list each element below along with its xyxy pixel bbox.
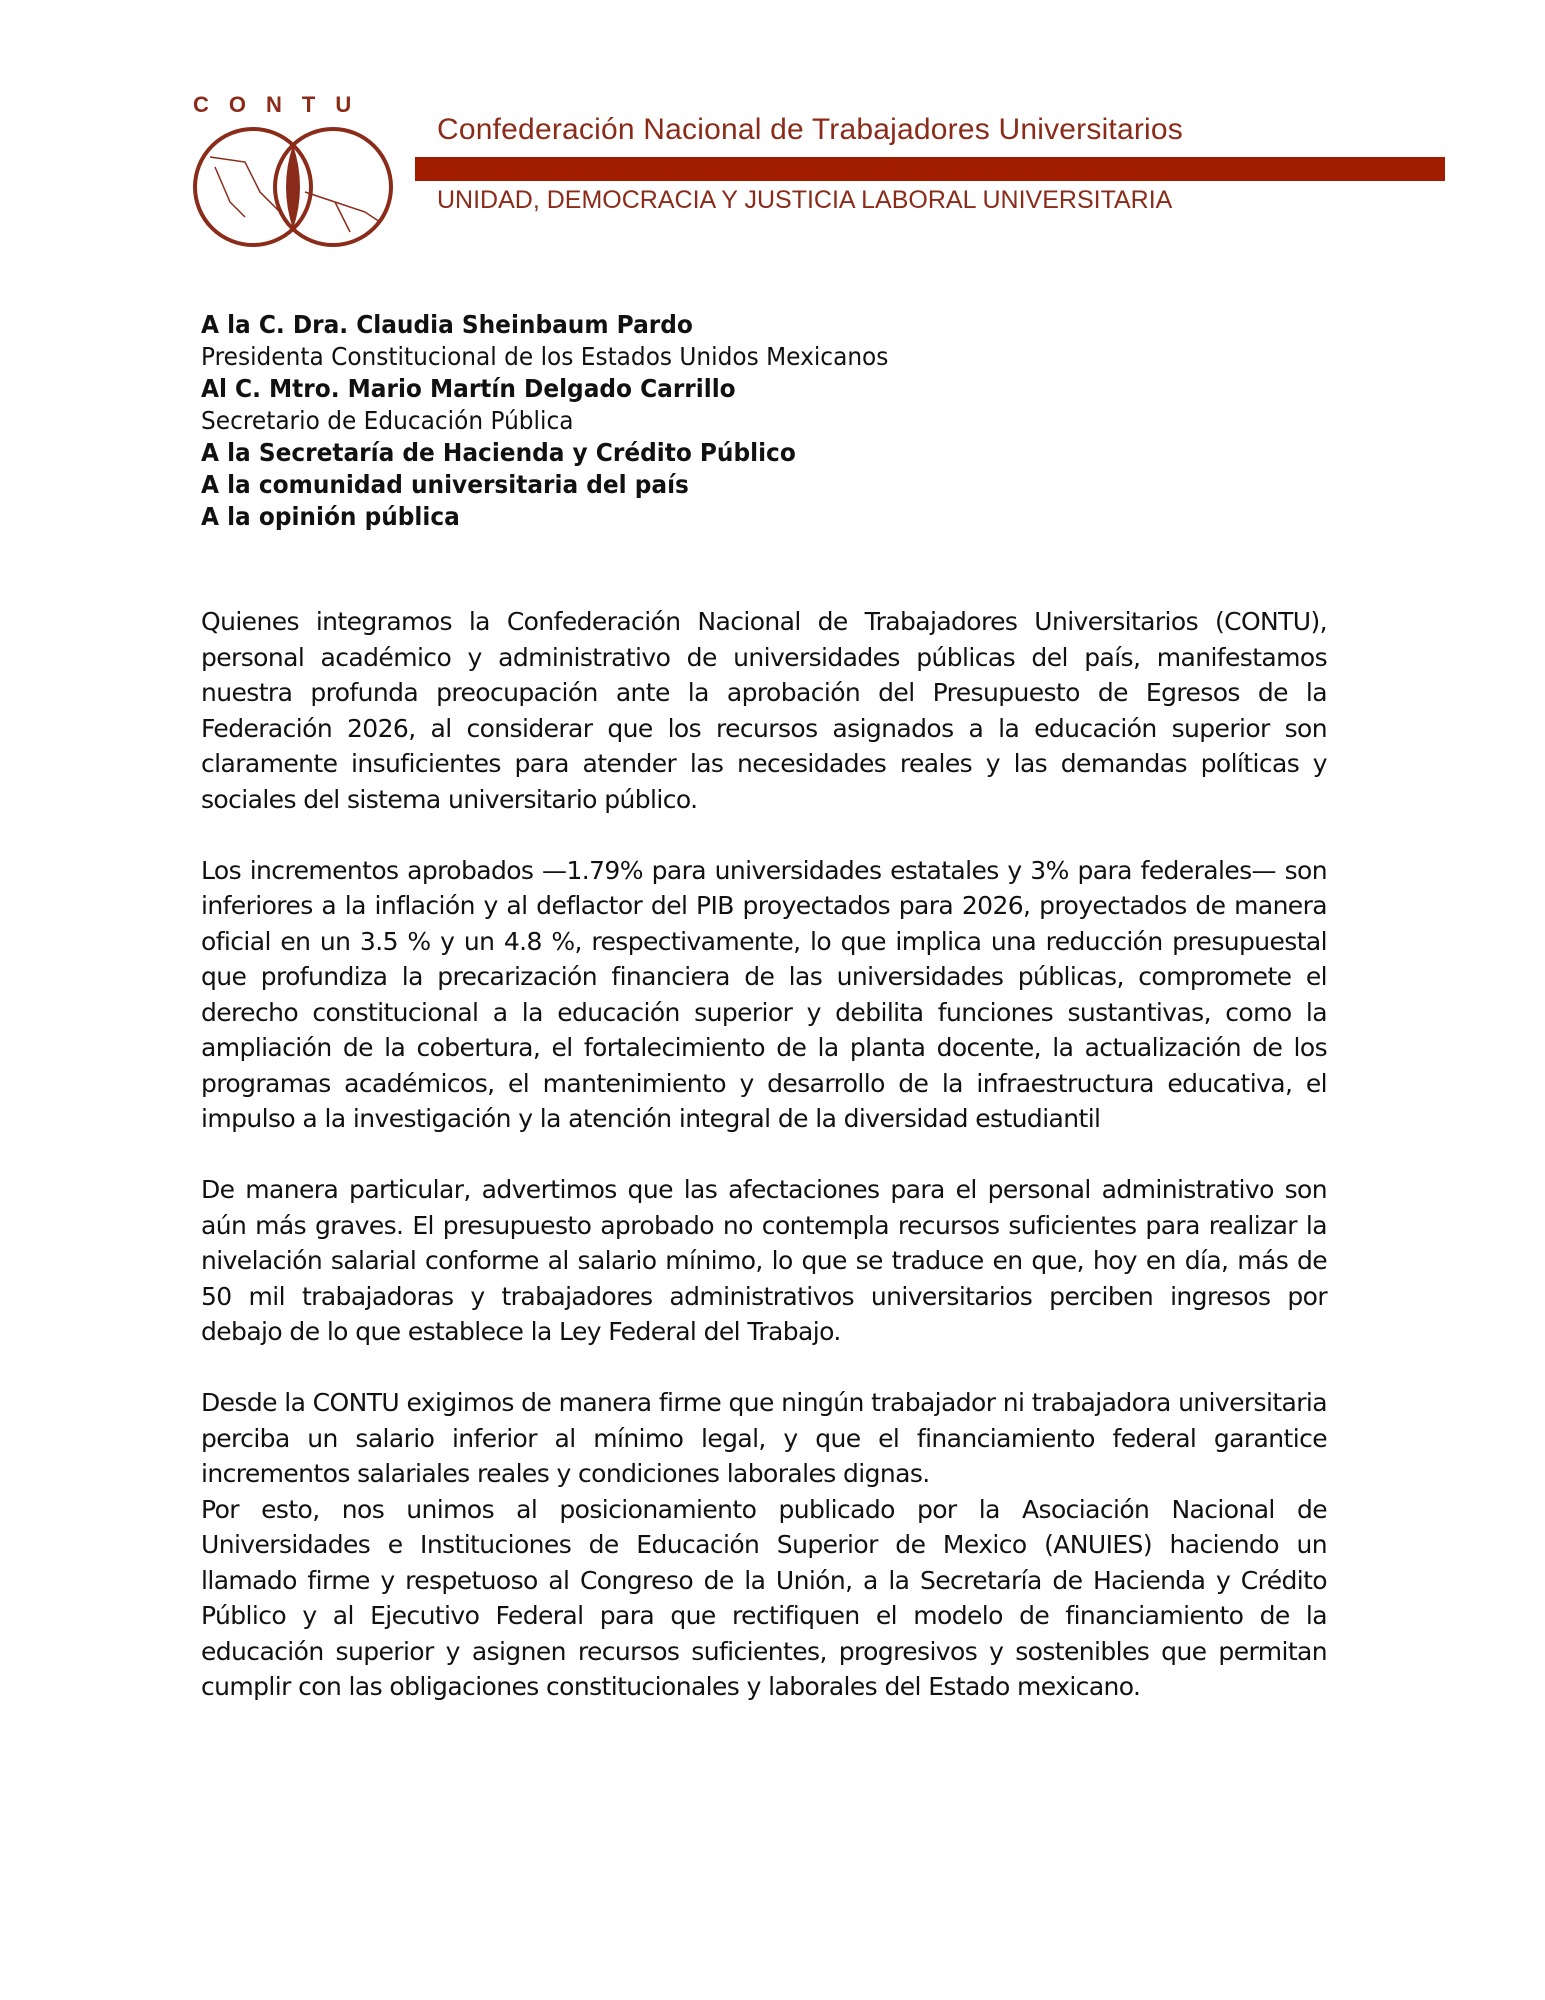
- organization-name: Confederación Nacional de Trabajadores Universitarios: [437, 113, 1183, 146]
- addressee-block: [201, 309, 888, 533]
- paragraph: Los incrementos aprobados —1.79% para universidades estatales y 3% para federales— son inferiores a la inflación y al deflactor del PIB proyectados para 2026, proyectados de manera oficial en un 3.5 % y un 4.8 %, respectivamente, lo que implica una reducción presupuestal que profundiza la precarización financiera de las universidades públicas, compromete el derecho constitucional a la educación superior y debilita funciones sustantivas, como la ampliación de la cobertura, el fortalecimiento de la planta docente, la actualización de los programas académicos, el mantenimiento y desarrollo de la infraestructura educativa, el impulso a la investigación y la atención integral de la diversidad estudiantil: [201, 855, 1327, 1133]
- addressee-line: Secretario de Educación Pública: [201, 406, 574, 435]
- addressee-line: A la opinión pública: [201, 502, 460, 531]
- addressee-line: Al C. Mtro. Mario Martín Delgado Carrillo: [201, 374, 736, 403]
- addressee-line: A la Secretaría de Hacienda y Crédito Público: [201, 438, 796, 467]
- paragraph: Por esto, nos unimos al posicionamiento publicado por la Asociación Nacional de Universidades e Instituciones de Educación Superior de Mexico (ANUIES) haciendo un llamado firme y respetuoso al Congreso de la Unión, a la Secretaría de Hacienda y Crédito Público y al Ejecutivo Federal para que rectifiquen el modelo de financiamiento de la educación superior y asignen recursos suficientes, progresivos y sostenibles que permitan cumplir con las obligaciones constitucionales y laborales del Estado mexicano.: [201, 1494, 1327, 1701]
- paragraph: De manera particular, advertimos que las afectaciones para el personal administrativo son aún más graves. El presupuesto aprobado no contempla recursos suficientes para realizar la nivelación salarial conforme al salario mínimo, lo que se traduce en que, hoy en día, más de 50 mil trabajadoras y trabajadores administrativos universitarios perciben ingresos por debajo de lo que establece la Ley Federal del Trabajo.: [201, 1175, 1327, 1346]
- paragraph: Quienes integramos la Confederación Nacional de Trabajadores Universitarios (CONTU), personal académico y administrativo de universidades públicas del país, manifestamos nuestra profunda preocupación ante la aprobación del Presupuesto de Egresos de la Federación 2026, al considerar que los recursos asignados a la educación superior son claramente insuficientes para atender las necesidades reales y las demandas políticas y sociales del sistema universitario público.: [201, 607, 1327, 814]
- addressee-line: Presidenta Constitucional de los Estados Unidos Mexicanos: [201, 342, 889, 371]
- paragraph: Desde la CONTU exigimos de manera firme que ningún trabajador ni trabajadora universitaria perciba un salario inferior al mínimo legal, y que el financiamiento federal garantice incrementos salariales reales y condiciones laborales dignas.: [201, 1388, 1327, 1488]
- organization-tagline: UNIDAD, DEMOCRACIA Y JUSTICIA LABORAL UNIVERSITARIA: [437, 186, 1173, 214]
- svg-text:CONTU: CONTU: [193, 92, 372, 117]
- letter-body: [201, 604, 1327, 1740]
- contu-logo: [185, 82, 405, 252]
- addressee-line: A la C. Dra. Claudia Sheinbaum Pardo: [201, 310, 693, 339]
- addressee-line: A la comunidad universitaria del país: [201, 470, 689, 499]
- header-bar: [415, 157, 1445, 181]
